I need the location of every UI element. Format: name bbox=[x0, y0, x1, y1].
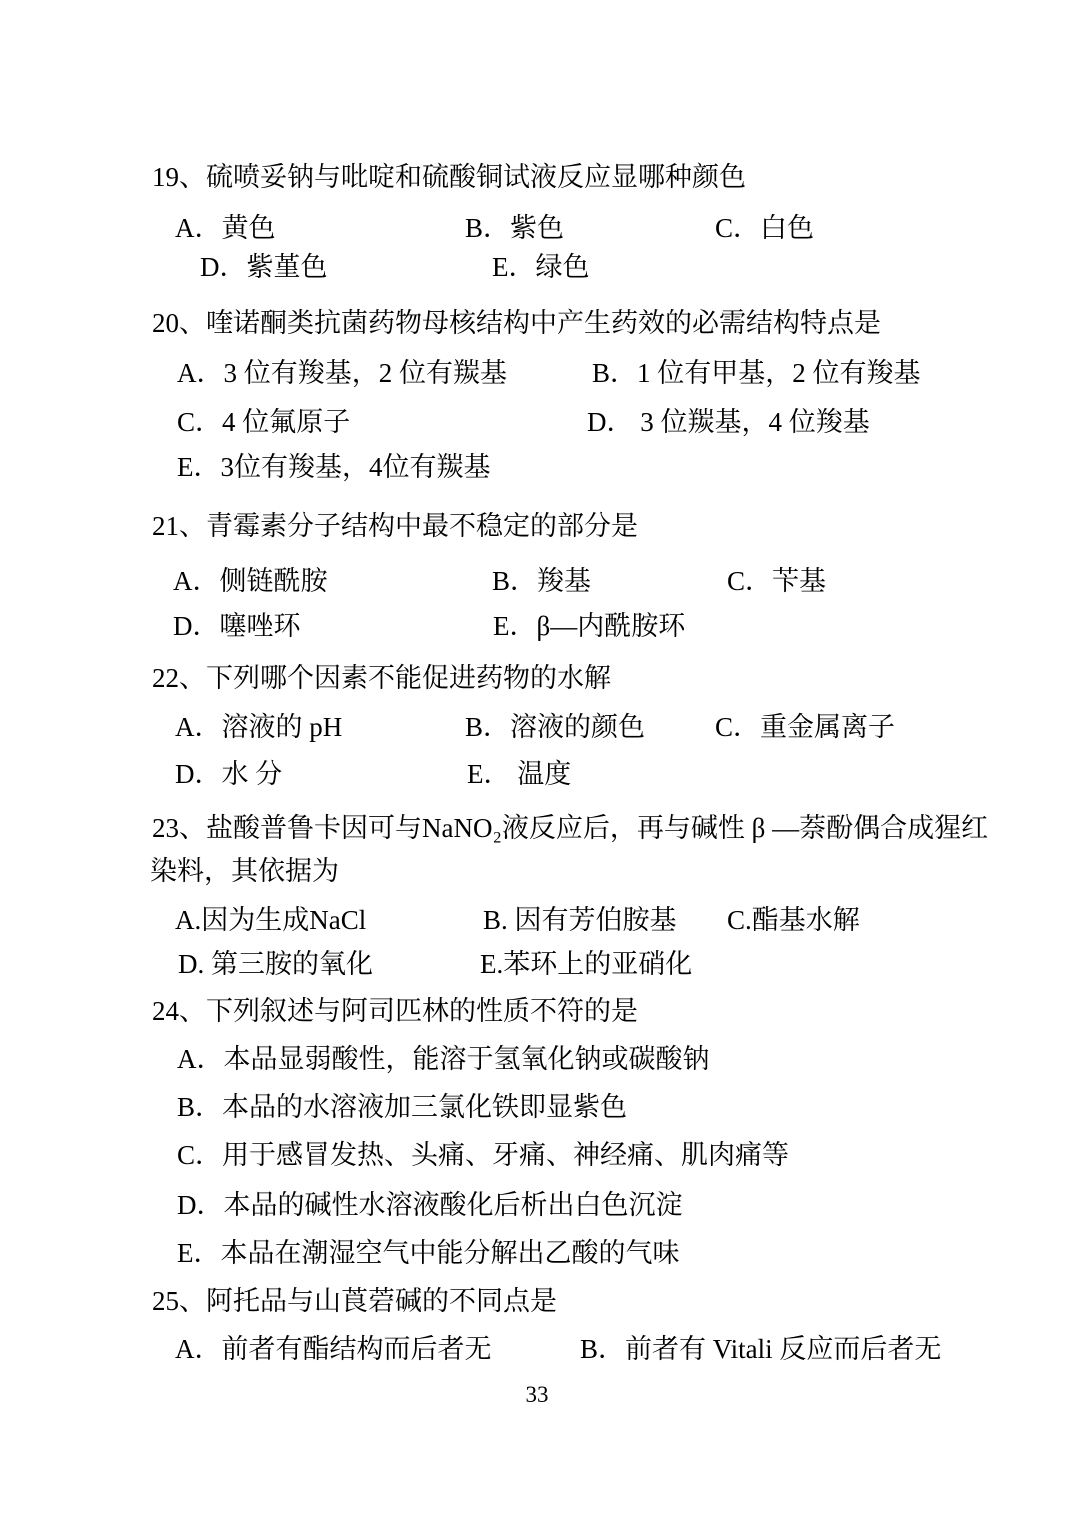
question-19-option-b: B．紫色 bbox=[465, 213, 565, 243]
question-21-option-d: D．噻唑环 bbox=[173, 611, 301, 641]
question-25-option-a: A．前者有酯结构而后者无 bbox=[175, 1334, 492, 1364]
question-25-stem: 25、阿托品与山莨菪碱的不同点是 bbox=[152, 1286, 557, 1316]
question-24-option-e: E．本品在潮湿空气中能分解出乙酸的气味 bbox=[177, 1238, 680, 1268]
question-20-stem: 20、喹诺酮类抗菌药物母核结构中产生药效的必需结构特点是 bbox=[152, 308, 881, 338]
question-24-option-a: A．本品显弱酸性，能溶于氢氧化钠或碳酸钠 bbox=[177, 1044, 710, 1074]
question-22-option-e: E． 温度 bbox=[467, 759, 572, 789]
question-23-stem-line-2: 染料，其依据为 bbox=[150, 856, 339, 886]
question-20-option-b: B．1 位有甲基，2 位有羧基 bbox=[592, 358, 921, 388]
question-24-stem: 24、下列叙述与阿司匹林的性质不符的是 bbox=[152, 996, 638, 1026]
question-19-option-e: E．绿色 bbox=[492, 252, 590, 282]
question-21-option-b: B．羧基 bbox=[492, 566, 592, 596]
question-25-option-b: B．前者有 Vitali 反应而后者无 bbox=[580, 1334, 942, 1364]
question-23-option-d: D. 第三胺的氧化 bbox=[178, 949, 373, 979]
question-23-option-c: C.酯基水解 bbox=[727, 905, 860, 935]
question-23-option-b: B. 因有芳伯胺基 bbox=[483, 905, 677, 935]
question-24-option-b: B．本品的水溶液加三氯化铁即显紫色 bbox=[177, 1092, 628, 1122]
question-22-option-d: D．水 分 bbox=[175, 759, 283, 789]
question-19-option-a: A．黄色 bbox=[175, 213, 276, 243]
question-19-stem: 19、硫喷妥钠与吡啶和硫酸铜试液反应显哪种颜色 bbox=[152, 162, 746, 192]
question-19-option-d: D．紫堇色 bbox=[200, 252, 328, 282]
question-24-option-d: D．本品的碱性水溶液酸化后析出白色沉淀 bbox=[177, 1190, 683, 1220]
question-24-option-c: C．用于感冒发热、头痛、牙痛、神经痛、肌肉痛等 bbox=[177, 1140, 790, 1170]
question-20-option-d: D． 3 位羰基，4 位羧基 bbox=[587, 407, 870, 437]
question-20-option-e: E．3位有羧基，4位有羰基 bbox=[177, 452, 491, 482]
question-23-stem-line-1: 23、盐酸普鲁卡因可与NaNO₂液反应后，再与碱性 β —萘酚偶合成猩红 bbox=[152, 813, 989, 843]
page-number: 33 bbox=[525, 1382, 549, 1407]
question-20-option-a: A．3 位有羧基，2 位有羰基 bbox=[177, 358, 507, 388]
question-23-option-e: E.苯环上的亚硝化 bbox=[480, 949, 693, 979]
question-21-option-c: C．苄基 bbox=[727, 566, 827, 596]
question-21-option-e: E．β—内酰胺环 bbox=[493, 611, 686, 641]
question-20-option-c: C．4 位氟原子 bbox=[177, 407, 351, 437]
question-22-option-b: B．溶液的颜色 bbox=[465, 712, 646, 742]
question-21-stem: 21、青霉素分子结构中最不稳定的部分是 bbox=[152, 511, 638, 541]
question-22-option-c: C．重金属离子 bbox=[715, 712, 896, 742]
question-22-option-a: A．溶液的 pH bbox=[175, 712, 343, 742]
question-19-option-c: C．白色 bbox=[715, 213, 815, 243]
question-23-option-a: A.因为生成NaCl bbox=[175, 905, 367, 935]
question-21-option-a: A．侧链酰胺 bbox=[173, 566, 328, 596]
question-22-stem: 22、下列哪个因素不能促进药物的水解 bbox=[152, 663, 611, 693]
